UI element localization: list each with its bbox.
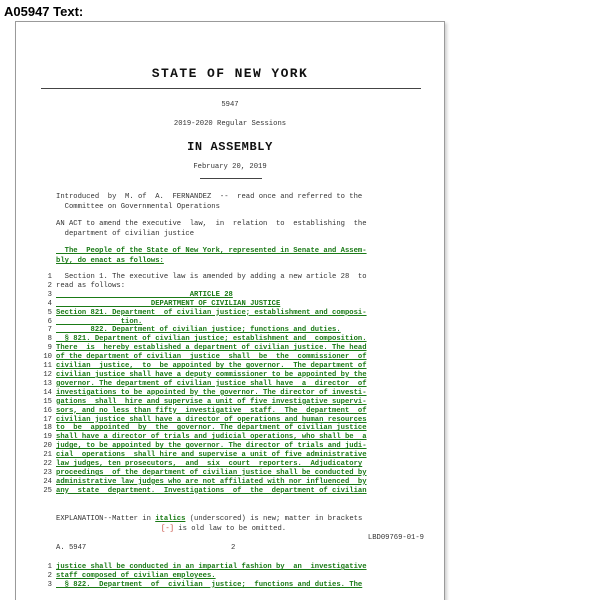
line-text: of the department of civilian justice shall be the commissioner of [56,353,367,362]
page2-number: 2 [231,544,236,552]
ld-code: LBD09769-01-9 [367,534,424,542]
line-number: 24 [43,477,52,486]
state-title: STATE OF NEW YORK [151,66,309,81]
page2-bill-ref: A. 5947 [56,544,87,552]
introduction-line: Committee on Governmental Operations [56,203,220,211]
enacting-line: The People of the State of New York, represented in Senate and Assem- [56,247,367,255]
bill-line [16,581,367,590]
line-number: 14 [43,388,52,397]
line-text: § 821. Department of civilian justice; establishment and composition. [56,335,367,344]
line-text: 822. Department of civilian justice; functions and duties. [56,326,341,335]
line-text: any state department. Investigations of the department of civilian [56,486,367,495]
act-title [56,219,367,239]
bill-line [16,487,367,496]
line-number: 11 [43,362,52,371]
line-text: ARTICLE 28 [56,290,233,299]
bill-line [16,398,367,407]
bill-line [16,416,367,425]
line-text: justice shall be conducted in an impartial fashion by an investigative [56,563,367,571]
explanation-note [56,514,362,524]
bill-line [16,478,367,487]
explanation-note-line2 [161,524,286,534]
line-text: civilian justice shall have a deputy commissioner to be appointed by the [56,370,367,379]
line-number: 17 [43,415,52,424]
bill-line [16,442,367,451]
line-number: 2 [47,571,52,580]
bill-line [16,309,367,318]
line-number: 4 [47,299,52,308]
bill-line [16,451,367,460]
bill-line [16,344,367,353]
line-number: 8 [47,335,52,344]
line-number: 15 [43,397,52,406]
page2-body [16,563,367,590]
explanation-prefix: EXPLANATION--Matter in [56,515,156,523]
bill-line [16,371,367,380]
line-text: staff composed of civilian employees. [56,571,216,580]
line-text: shall have a director of trials and judicial operations, who shall be a [56,433,367,442]
bill-line [16,424,367,433]
line-number: 23 [43,468,52,477]
line-text: civilian justice, to be appointed by the governor. The department of [56,362,367,371]
page1-body [16,273,367,496]
explanation-suffix: (underscored) is new; matter in brackets [185,515,363,523]
bill-line [16,326,367,335]
bill-line [16,318,367,327]
bill-line [16,469,367,478]
line-number: 9 [47,344,52,353]
line-text: investigations to be appointed by the governor. The director of investi- [56,388,367,397]
line-text: judge, to be appointed by the governor. The director of trials and judi- [56,442,367,451]
bill-line [16,407,367,416]
bill-line [16,291,367,300]
bill-line [16,273,367,282]
bill-date: February 20, 2019 [193,163,267,171]
introduction-line: Introduced by M. of A. FERNANDEZ -- read once and referred to the [56,193,363,201]
session-label: 2019-2020 Regular Sessions [173,120,287,128]
line-text: law judges, ten prosecutors, and six court reporters. Adjudicatory [56,460,363,469]
line-number: 10 [43,353,52,362]
line-text: DEPARTMENT OF CIVILIAN JUSTICE [56,299,281,308]
bill-line [16,460,367,469]
line-number: 18 [43,424,52,433]
line-text: § 822. Department of civilian justice; functions and duties. The [56,580,363,589]
bill-line [16,572,367,581]
line-number: 16 [43,406,52,415]
line-text: gations shall hire and supervise a unit of five investigative supervi- [56,397,367,406]
bracket-mark: [-] [161,525,174,533]
line-text: administrative law judges who are not affiliated with nor influenced by [56,477,367,486]
bill-line [16,362,367,371]
introduction-paragraph [56,192,362,212]
line-text: Section 821. Department of civilian justice; establishment and composi- [56,308,367,317]
line-text: cial operations shall hire and supervise a unit of five administrative [56,451,367,460]
document-header-label: A05947 Text: [4,4,84,19]
explanation-line2-text: is old law to be omitted. [173,525,287,533]
bill-line [16,433,367,442]
line-number: 3 [47,290,52,299]
house-title: IN ASSEMBLY [187,140,273,154]
line-number: 1 [47,273,52,281]
line-number: 12 [43,370,52,379]
line-text: civilian justice shall have a director of operations and human resources [56,415,367,424]
bill-line [16,335,367,344]
bill-line [16,380,367,389]
line-text: There is hereby established a department of civilian justice. The head [56,344,367,353]
enacting-line: bly, do enact as follows: [56,257,164,265]
act-line: department of civilian justice [56,230,195,238]
bill-line [16,353,367,362]
line-number: 2 [47,281,52,290]
title-rule [41,88,421,89]
line-number: 13 [43,379,52,388]
line-number: 1 [47,563,52,571]
line-text: Section 1. The executive law is amended by adding a new article 28 to [56,273,367,281]
line-number: 19 [43,433,52,442]
line-number: 7 [47,326,52,335]
bill-number: 5947 [221,101,239,109]
bill-line [16,282,367,291]
bill-page [15,21,445,600]
act-line: AN ACT to amend the executive law, in relation to establishing the [56,220,367,228]
bill-line [16,300,367,309]
line-text: read as follows: [56,281,126,290]
italics-word: italics [155,515,186,523]
line-text: governor. The department of civilian justice shall have a director of [56,379,367,388]
bill-line [16,389,367,398]
line-text: sors, and no less than fifty investigative staff. The department of [56,406,367,415]
line-number: 5 [47,308,52,317]
date-rule [200,178,262,179]
line-number: 20 [43,442,52,451]
line-number: 21 [43,451,52,460]
line-text: to be appointed by the governor. The department of civilian justice [56,424,367,433]
line-number: 3 [47,580,52,589]
line-number: 6 [47,317,52,326]
enacting-clause [56,246,367,266]
bill-line [16,563,367,572]
line-number: 22 [43,460,52,469]
line-text: tion. [56,317,143,326]
line-number: 25 [43,486,52,495]
line-text: proceedings of the department of civilian justice shall be conducted by [56,468,367,477]
